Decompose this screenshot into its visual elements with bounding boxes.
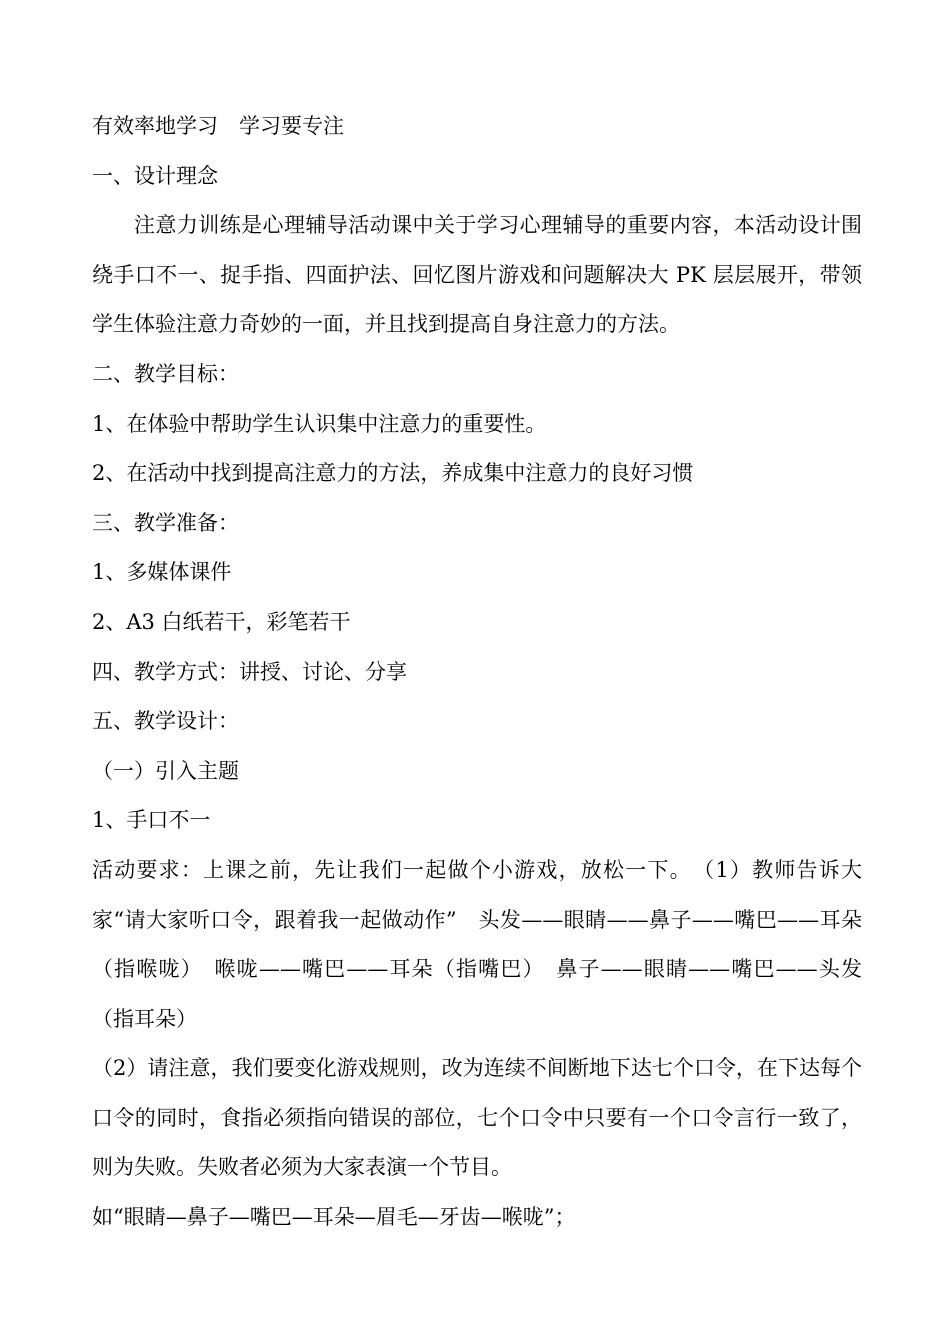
- preparation-item-2: 2、A3 白纸若干，彩笔若干: [92, 609, 351, 634]
- section-heading-teaching-goals: 二、教学目标：: [92, 361, 239, 386]
- preparation-item-1: 1、多媒体课件: [92, 560, 232, 585]
- section-heading-design-concept: 一、设计理念: [92, 163, 218, 188]
- document-body: [92, 102, 862, 1243]
- subsection-heading-intro: （一）引入主题: [92, 758, 239, 783]
- example-command-line: 如“眼睛—鼻子—嘴巴—耳朵—眉毛—牙齿—喉咙”；: [92, 1205, 576, 1230]
- teaching-goal-item-2: 2、在活动中找到提高注意力的方法，养成集中注意力的良好习惯: [92, 461, 694, 486]
- section-heading-teaching-design: 五、教学设计：: [92, 709, 239, 734]
- document-title: 有效率地学习 学习要专注: [92, 114, 344, 138]
- design-concept-paragraph: 注意力训练是心理辅导活动课中关于学习心理辅导的重要内容，本活动设计围绕手口不一、捉手指、四面护法、回忆图片游戏和问题解决大 PK 层层展开，带领学生体验注意力奇妙的一面，并且找到提高自身注意力的方法。: [92, 213, 862, 337]
- activity-requirement-paragraph: 活动要求：上课之前，先让我们一起做个小游戏，放松一下。 （1）教师告诉大家“请大家听口令，跟着我一起做动作” 头发——眼睛——鼻子——嘴巴——耳朵（指喉咙） 喉咙——嘴巴——耳朵（指嘴巴） 鼻子——眼睛——嘴巴——头发（指耳朵）: [92, 857, 862, 1031]
- teaching-goal-item-1: 1、在体验中帮助学生认识集中注意力的重要性。: [92, 411, 547, 436]
- section-heading-teaching-method: 四、教学方式：讲授、讨论、分享: [92, 659, 407, 684]
- section-heading-teaching-preparation: 三、教学准备：: [92, 510, 239, 535]
- intro-item-1: 1、手口不一: [92, 808, 211, 833]
- activity-rule-change-paragraph: （2）请注意，我们要变化游戏规则，改为连续不间断地下达七个口令，在下达每个口令的同时，食指必须指向错误的部位，七个口令中只要有一个口令言行一致了，则为失败。失败者必须为大家表演一个节目。: [92, 1056, 862, 1180]
